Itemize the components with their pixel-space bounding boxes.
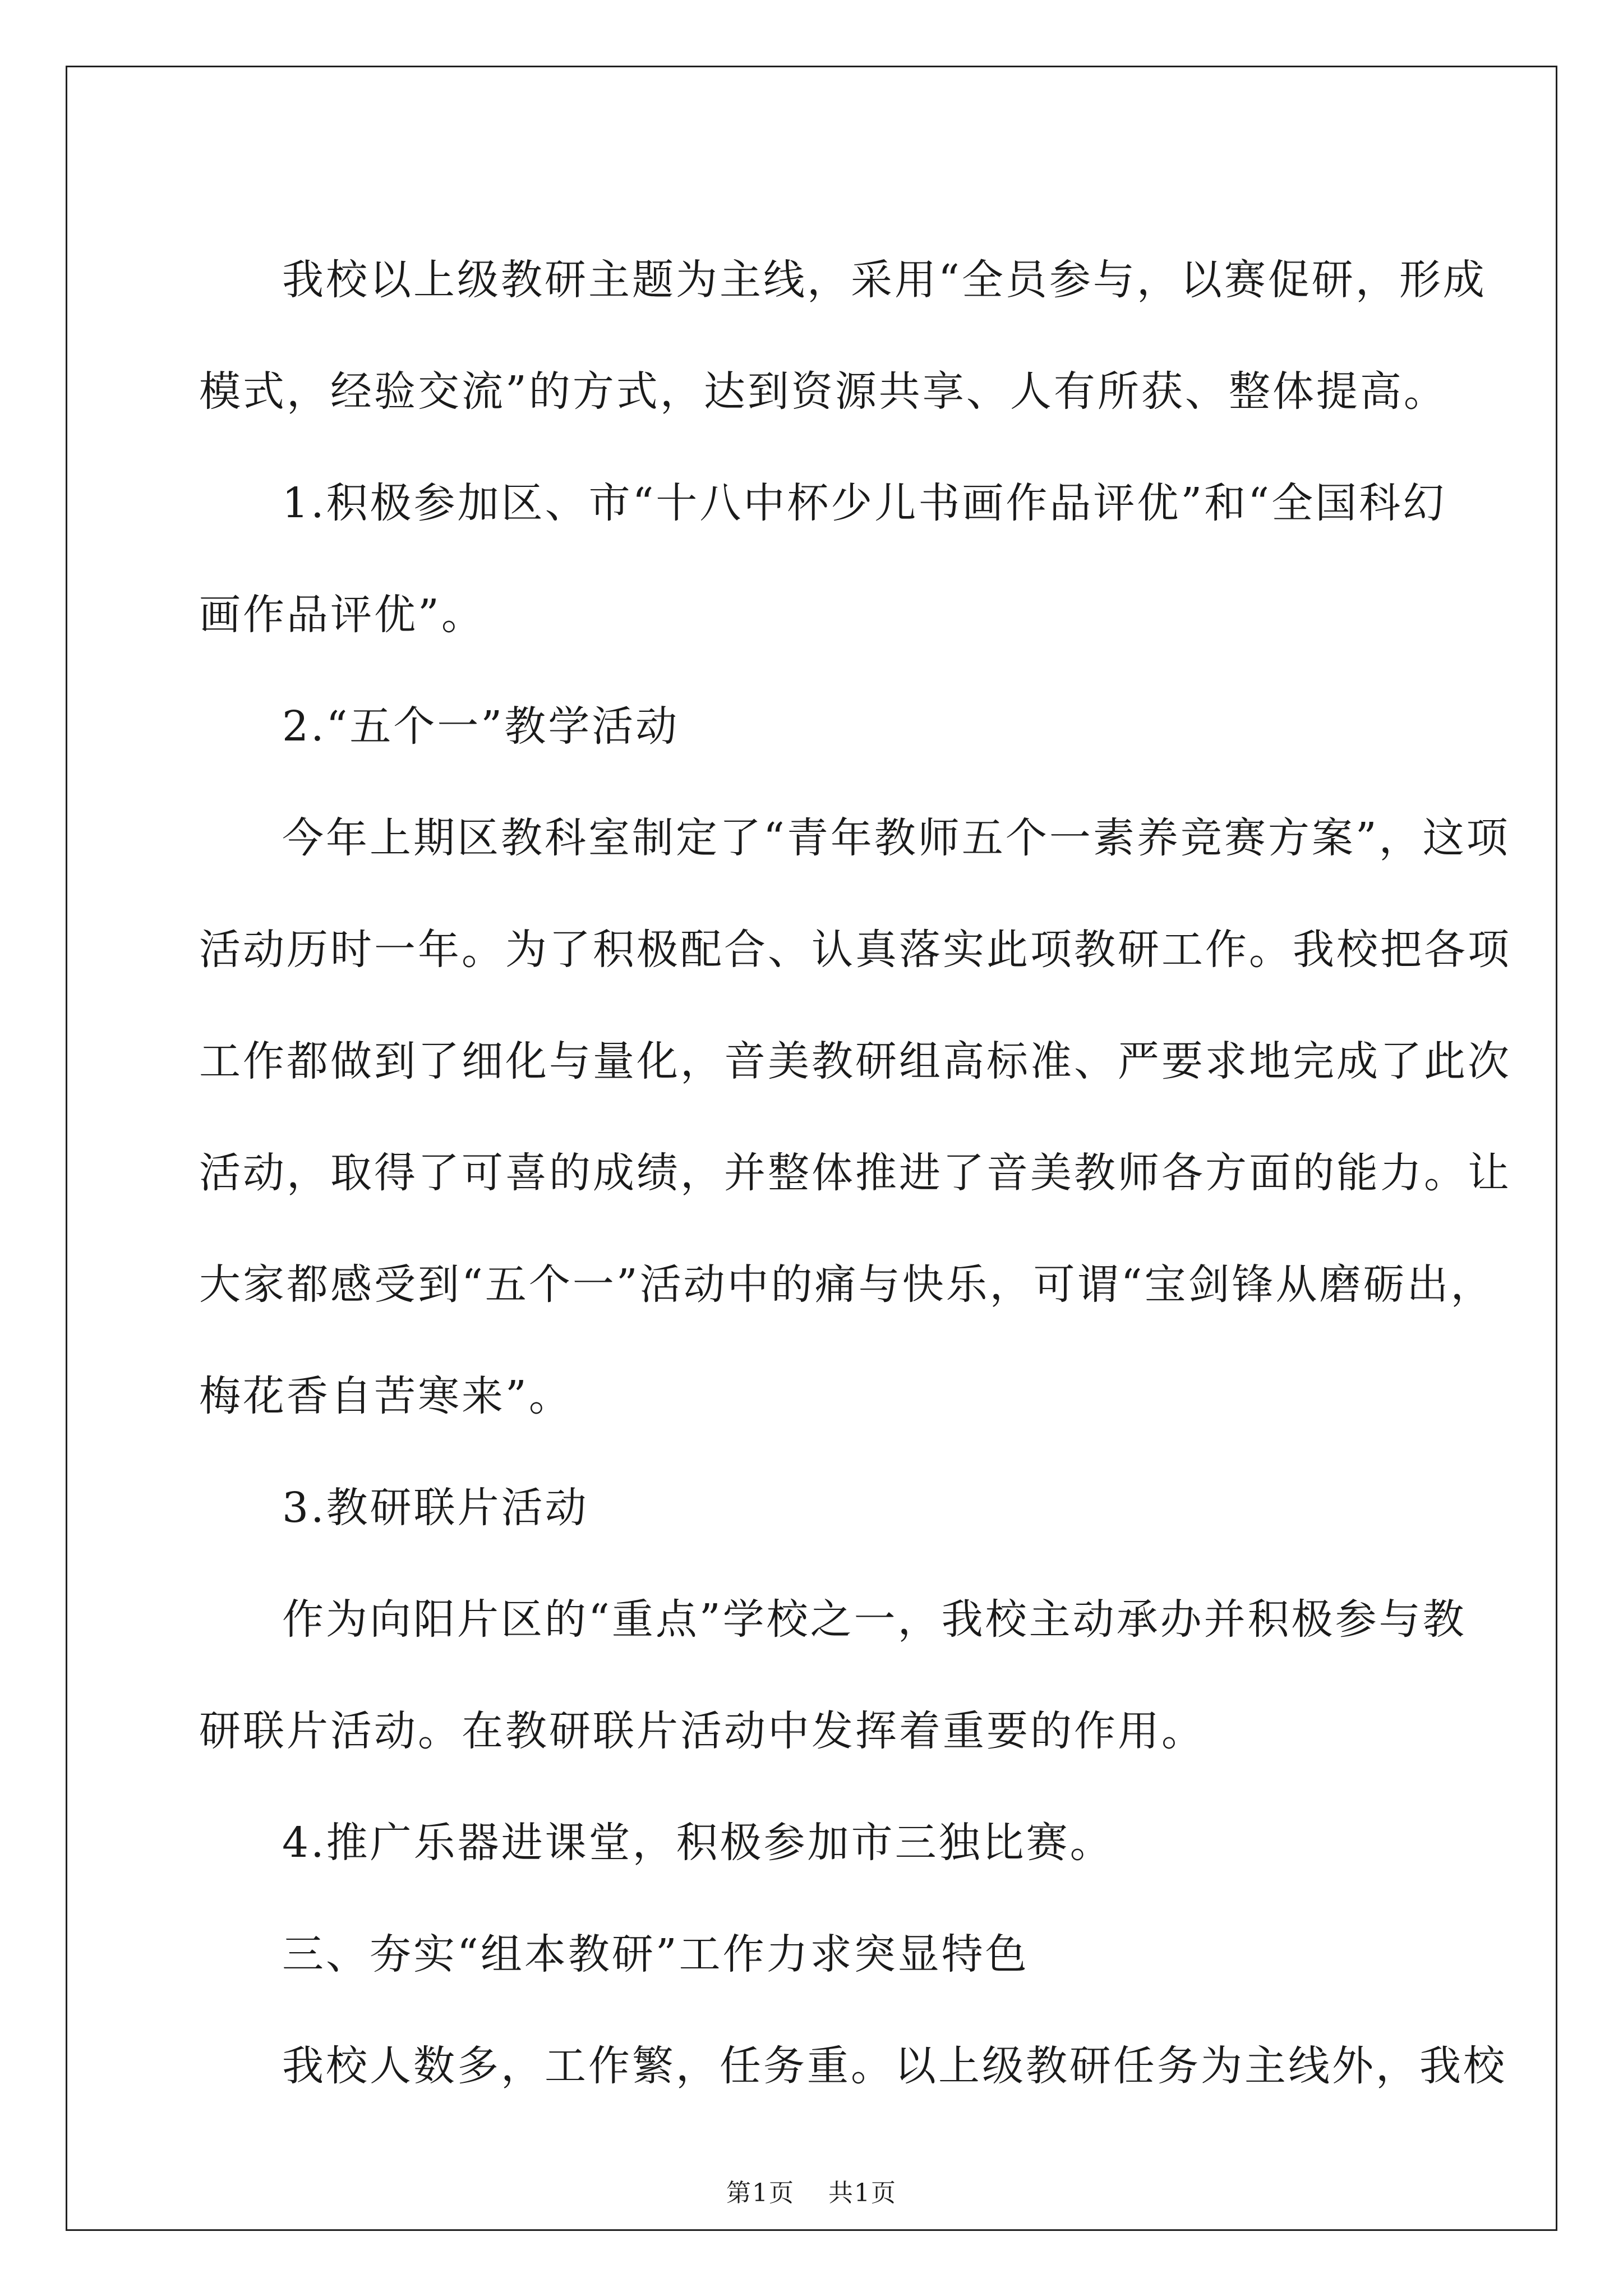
text-line: 大家都感受到“五个一”活动中的痛与快乐，可谓“宝剑锋从磨砺出， [199,1260,1495,1309]
section-heading: 3.教研联片活动 [282,1484,589,1532]
section-heading: 2.“五个一”教学活动 [282,702,680,751]
text-line: 作为向阳片区的“重点”学校之一，我校主动承办并积极参与教 [282,1595,1467,1644]
text-line: 我校人数多，工作繁，任务重。以上级教研任务为主线外，我校 [282,2042,1507,2090]
text-line: 梅花香自苦寒来”。 [199,1372,573,1420]
text-line: 活动，取得了可喜的成绩，并整体推进了音美教师各方面的能力。让 [199,1149,1511,1197]
text-line: 今年上期区教科室制定了“青年教师五个一素养竞赛方案”，这项 [282,814,1510,862]
text-line: 研联片活动。在教研联片活动中发挥着重要的作用。 [199,1707,1205,1755]
section-heading: 三、夯实“组本教研”工作力求突显特色 [282,1930,1029,1978]
text-line: 画作品评优”。 [199,591,485,639]
page-number: 第1页 [726,2179,795,2207]
text-line: 模式，经验交流”的方式，达到资源共享、人有所获、整体提高。 [199,367,1447,416]
text-line: 活动历时一年。为了积极配合、认真落实此项教研工作。我校把各项 [199,926,1511,974]
page-total: 共1页 [828,2179,897,2207]
document-body [199,224,1511,2122]
page-footer [0,2177,1623,2210]
text-line: 1.积极参加区、市“十八中杯少儿书画作品评优”和“全国科幻 [282,479,1447,527]
text-line: 4.推广乐器进课堂，积极参加市三独比赛。 [282,1819,1114,1867]
text-line: 工作都做到了细化与量化，音美教研组高标准、严要求地完成了此次 [199,1037,1511,1085]
text-line: 我校以上级教研主题为主线，采用“全员参与，以赛促研，形成 [282,256,1487,304]
